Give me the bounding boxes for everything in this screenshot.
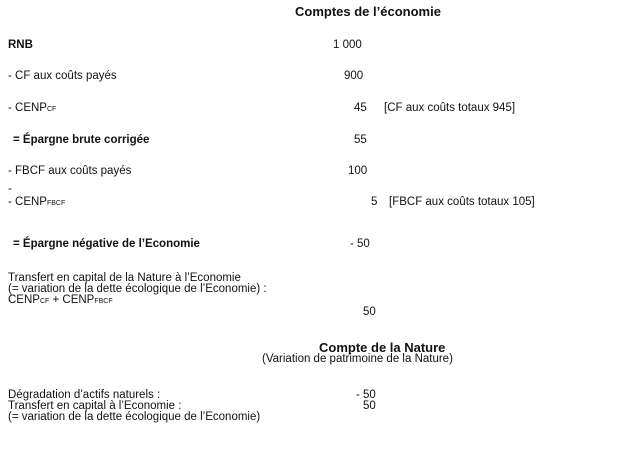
cenp-fbcf-label-sub: FBCF — [46, 200, 66, 207]
nature-title: Compte de la Nature — [319, 340, 446, 355]
nature-note: (= variation de la dette écologique de l’Economie) — [8, 411, 261, 423]
nature-transfert-value: 50 — [363, 400, 376, 412]
transfert-cenp-cf: CENP — [8, 294, 40, 306]
rnb-label: RNB — [8, 39, 33, 51]
epargne-negative-value: - 50 — [350, 238, 370, 250]
cenp-cf-note: [CF aux coûts totaux 945] — [384, 102, 516, 114]
transfert-cenp-fbcf-sub: FBCF — [94, 298, 113, 305]
cenp-fbcf-label — [8, 196, 65, 208]
cenp-cf-label-main: - CENP — [8, 102, 47, 114]
epargne-brute-label: = Épargne brute corrigée — [13, 134, 150, 146]
transfert-cenp-cf-sub: CF — [39, 298, 50, 305]
cenp-fbcf-value: 5 — [371, 196, 378, 208]
nature-transfert-label: Transfert en capital à l’Economie : — [8, 400, 182, 412]
economy-title: Comptes de l’économie — [295, 4, 441, 19]
fbcf-value: 100 — [348, 165, 368, 177]
cenp-fbcf-note: [FBCF aux coûts totaux 105] — [389, 196, 535, 208]
nature-subtitle: (Variation de patrimoine de la Nature) — [262, 353, 453, 365]
transfert-line1: Transfert en capital de la Nature à l’Economie — [8, 272, 241, 284]
rnb-value: 1 000 — [333, 39, 362, 51]
degradation-label: Dégradation d’actifs naturels : — [8, 389, 161, 401]
transfert-value: 50 — [363, 306, 376, 318]
cf-label: - CF aux coûts payés — [8, 70, 117, 82]
epargne-negative-label: = Épargne négative de l’Economie — [13, 238, 200, 250]
cenp-cf-value: 45 — [354, 102, 367, 114]
epargne-brute-value: 55 — [354, 134, 367, 146]
dash-mark: - — [8, 183, 12, 195]
degradation-value: - 50 — [356, 389, 376, 401]
cenp-cf-label — [8, 102, 56, 114]
cf-value: 900 — [344, 70, 364, 82]
transfert-cenp-fbcf: + CENP — [49, 294, 95, 306]
transfert-line3 — [8, 295, 113, 307]
cenp-cf-label-sub: CF — [46, 106, 57, 113]
cenp-fbcf-label-main: - CENP — [8, 196, 47, 208]
fbcf-label: - FBCF aux coûts payés — [8, 165, 132, 177]
transfert-line2: (= variation de la dette écologique de l’Economie) : — [8, 283, 267, 295]
